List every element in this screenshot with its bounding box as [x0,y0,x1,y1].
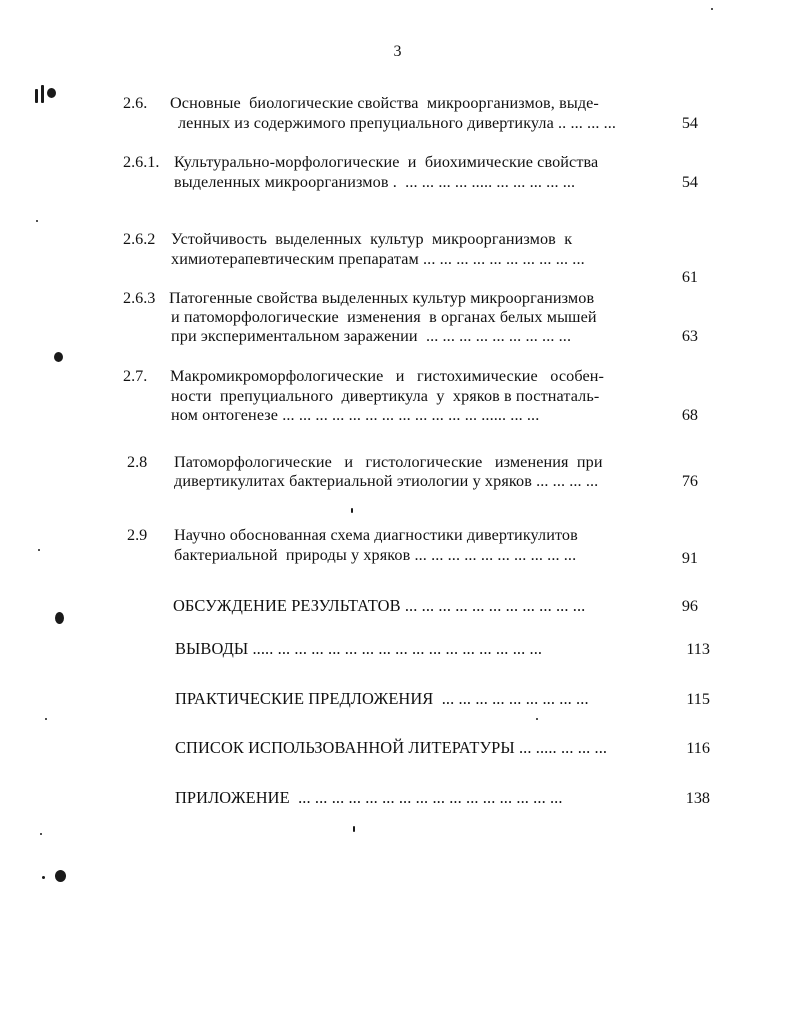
entry-page: 68 [681,406,698,424]
entry-page: 91 [681,549,698,567]
section-title: ПРИЛОЖЕНИЕ ... ... ... ... ... ... ... ... ... ... ... ... ... ... ... ... [175,788,563,807]
page-number: 3 [393,43,402,60]
entry-number: 2.7. [123,367,148,385]
entry-title-line: Патоморфологические и гистологические изменения при [174,453,603,471]
entry-title-line: дивертикулитах бактериальной этиологии у хряков ... ... ... ... [174,472,599,490]
entry-number: 2.6. [123,94,148,112]
section-title: ПРАКТИЧЕСКИЕ ПРЕДЛОЖЕНИЯ ... ... ... ... ... ... ... ... ... [175,689,589,708]
entry-title-line: выделенных микроорганизмов . ... ... ... ... ..... ... ... ... ... ... [174,173,576,191]
entry-title-line: химиотерапевтическим препаратам ... ... ... ... ... ... ... ... ... ... [171,250,585,268]
entry-page: 63 [681,327,698,345]
entry-title-line: Культурально-морфологические и биохимические свойства [174,153,599,171]
entry-title-line: Основные биологические свойства микроорганизмов, выде- [170,94,599,112]
entry-title-line: и патоморфологические изменения в органах белых мышей [171,308,597,326]
entry-title-line: ном онтогенезе ... ... ... ... ... ... ... ... ... ... ... ... ...... ... ... [171,406,540,424]
section-page: 115 [686,690,710,708]
entry-page: 61 [681,268,698,286]
entry-number: 2.9 [127,526,148,544]
entry-title-line: бактериальной природы у хряков ... ... ... ... ... ... ... ... ... ... [174,546,577,564]
entry-number: 2.6.1. [123,153,160,171]
entry-page: 76 [681,472,698,490]
section-title: ВЫВОДЫ ..... ... ... ... ... ... ... ... ... ... ... ... ... ... ... ... ... [175,639,543,658]
entry-title-line: Патогенные свойства выделенных культур микроорганизмов [169,289,595,307]
section-title: СПИСОК ИСПОЛЬЗОВАННОЙ ЛИТЕРАТУРЫ ... ..... ... ... ... [175,738,608,757]
section-page: 138 [685,789,710,807]
entry-page: 54 [681,114,698,132]
section-page: 116 [686,739,710,757]
entry-title-line: Макромикроморфологические и гистохимические особен- [170,367,605,385]
section-title: ОБСУЖДЕНИЕ РЕЗУЛЬТАТОВ ... ... ... ... ... ... ... ... ... ... ... [173,596,586,615]
entry-number: 2.6.3 [123,289,156,307]
section-page: 113 [686,640,710,658]
entry-title-line: при экспериментальном заражении ... ... ... ... ... ... ... ... ... [171,327,572,345]
entry-number: 2.6.2 [123,230,156,248]
entry-title-line: ленных из содержимого препуциального дивертикула .. ... ... ... [178,114,617,132]
entry-page: 54 [681,173,698,191]
section-page: 96 [681,597,698,615]
entry-title-line: ности препуциального дивертикула у хряков в постнаталь- [171,387,600,405]
entry-title-line: Устойчивость выделенных культур микроорганизмов к [171,230,573,248]
entry-number: 2.8 [127,453,148,471]
entry-title-line: Научно обоснованная схема диагностики дивертикулитов [174,526,578,544]
